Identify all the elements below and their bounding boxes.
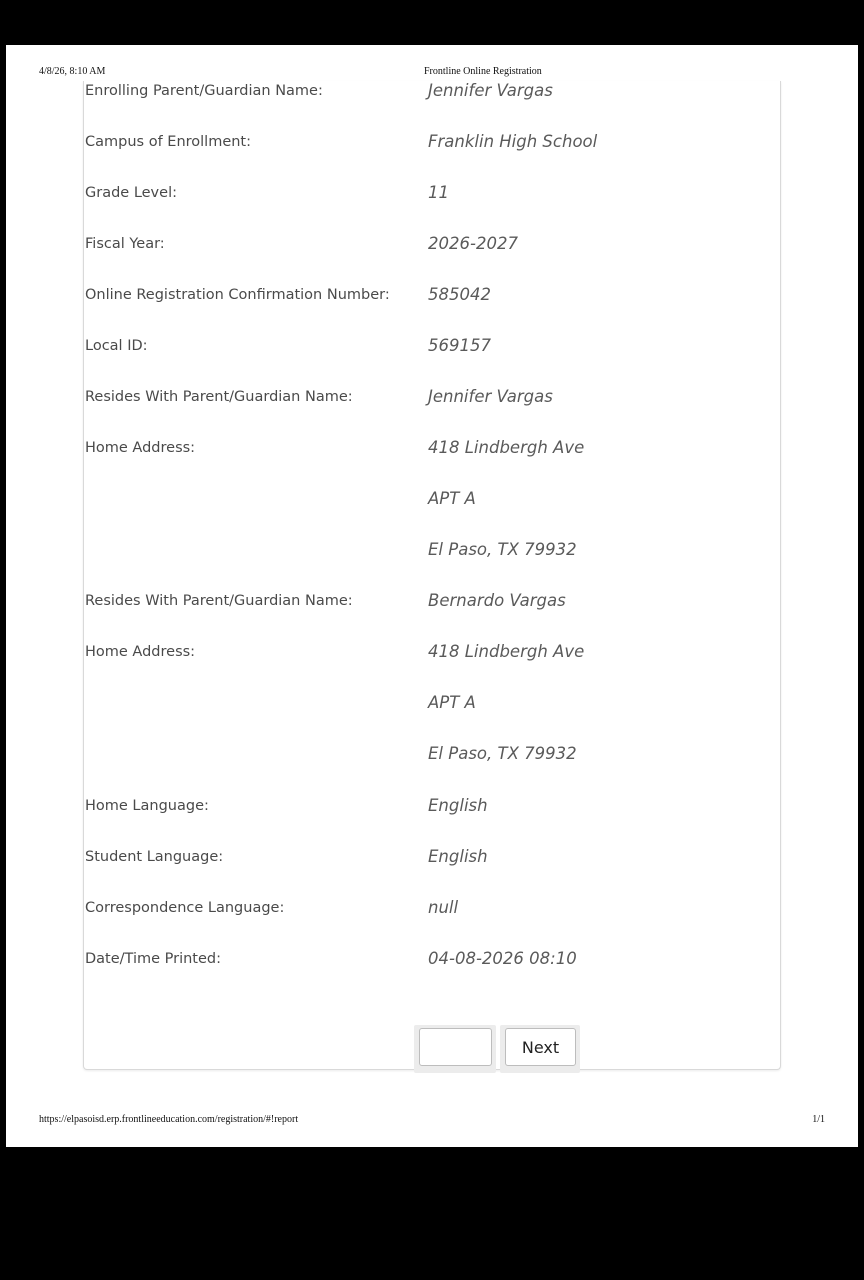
row-value: 418 Lindbergh Ave <box>428 438 585 457</box>
row-value: 569157 <box>428 336 491 355</box>
row-value: APT A <box>428 489 476 508</box>
row-label: Home Address: <box>85 644 196 660</box>
row-value: 585042 <box>428 285 491 304</box>
row-label: Student Language: <box>85 849 224 865</box>
row-value: 418 Lindbergh Ave <box>428 642 585 661</box>
previous-button[interactable] <box>419 1028 492 1066</box>
row-local-id <box>84 336 780 360</box>
printed-page <box>6 45 858 1147</box>
row-label: Grade Level: <box>85 185 177 201</box>
registration-report-card <box>83 81 781 1070</box>
row-home-address-2-line3 <box>84 744 780 768</box>
row-fiscal-year <box>84 234 780 258</box>
row-home-address-2 <box>84 642 780 666</box>
row-label: Resides With Parent/Guardian Name: <box>85 389 353 405</box>
row-label: Home Address: <box>85 440 196 456</box>
row-label: Campus of Enrollment: <box>85 134 252 150</box>
row-value: English <box>428 796 488 815</box>
row-campus <box>84 132 780 156</box>
row-label: Home Language: <box>85 798 209 814</box>
row-label: Resides With Parent/Guardian Name: <box>85 593 353 609</box>
row-enrolling-guardian <box>84 81 780 105</box>
row-value: Bernardo Vargas <box>428 591 566 610</box>
row-value: Franklin High School <box>428 132 598 151</box>
next-button[interactable]: Next <box>505 1028 576 1066</box>
row-home-address-1-line2 <box>84 489 780 513</box>
row-value: English <box>428 847 488 866</box>
row-value: 11 <box>428 183 449 202</box>
row-value: El Paso, TX 79932 <box>428 744 577 763</box>
row-grade-level <box>84 183 780 207</box>
row-label: Online Registration Confirmation Number: <box>85 287 390 303</box>
print-footer-url: https://elpasoisd.erp.frontlineeducation.com/registration/#!report <box>39 1114 299 1125</box>
print-header-datetime: 4/8/26, 8:10 AM <box>39 66 106 77</box>
row-date-time-printed <box>84 949 780 973</box>
row-home-language <box>84 796 780 820</box>
row-value: El Paso, TX 79932 <box>428 540 577 559</box>
row-resides-with-1 <box>84 387 780 411</box>
row-confirmation-number <box>84 285 780 309</box>
row-correspondence-language <box>84 898 780 922</box>
row-label: Local ID: <box>85 338 148 354</box>
row-home-address-1-line3 <box>84 540 780 564</box>
row-student-language <box>84 847 780 871</box>
print-footer-page-number: 1/1 <box>812 1114 825 1125</box>
row-value: APT A <box>428 693 476 712</box>
row-value: null <box>428 898 459 917</box>
row-value: 2026-2027 <box>428 234 518 253</box>
row-home-address-1 <box>84 438 780 462</box>
row-value: 04-08-2026 08:10 <box>428 949 577 968</box>
row-label: Fiscal Year: <box>85 236 165 252</box>
row-value: Jennifer Vargas <box>428 81 553 100</box>
row-resides-with-2 <box>84 591 780 615</box>
next-button-frame <box>500 1025 580 1073</box>
row-label: Date/Time Printed: <box>85 951 222 967</box>
row-label: Correspondence Language: <box>85 900 285 916</box>
row-home-address-2-line2 <box>84 693 780 717</box>
previous-button-frame <box>414 1025 496 1073</box>
row-value: Jennifer Vargas <box>428 387 553 406</box>
print-header-title: Frontline Online Registration <box>424 66 542 77</box>
row-label: Enrolling Parent/Guardian Name: <box>85 83 323 99</box>
